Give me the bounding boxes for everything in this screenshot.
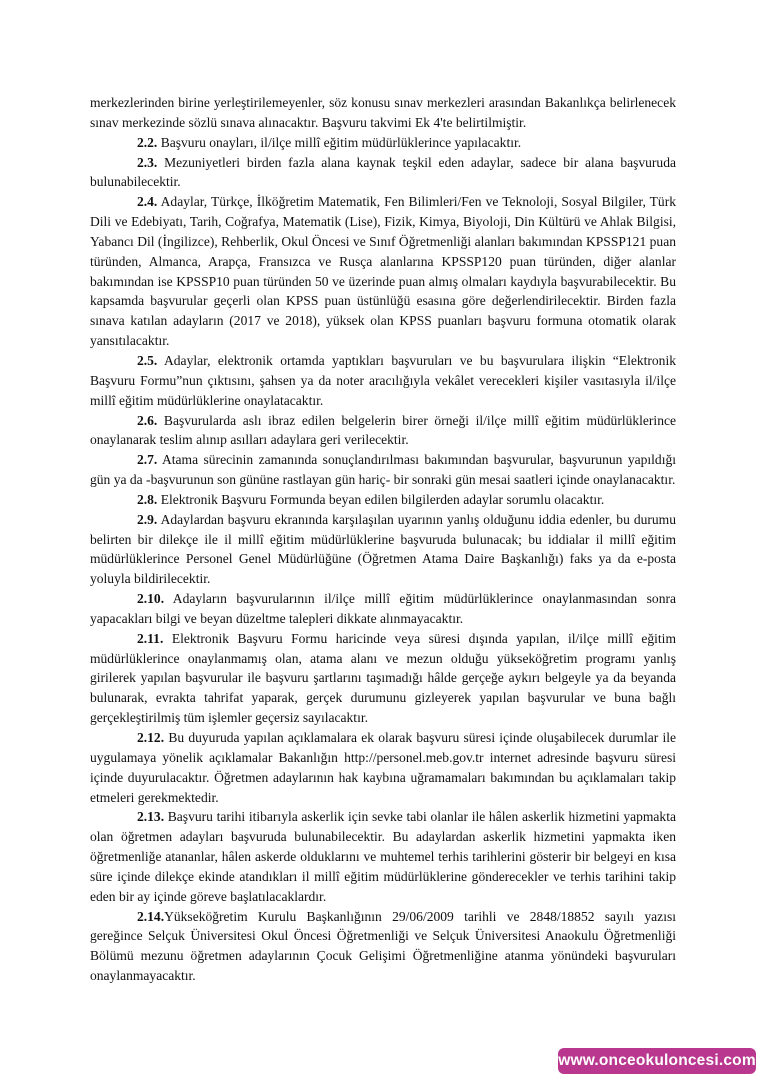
clause-text: Bu duyuruda yapılan açıklamalara ek olarak başvuru süresi içinde oluşabilecek durumlar ile uygulamaya yönelik açıklamalar Bakanlığın http://personel.meb.gov.tr internet adresinde başvuru süresi içinde duyurulacaktır. Öğretmen adaylarının hak kaybına uğramamaları bakımından bu açıklamaları takip etmeleri gerekmektedir.: [90, 730, 676, 805]
clause-paragraph: [90, 133, 676, 153]
clause-text: Adaylardan başvuru ekranında karşılaşılan uyarının yanlış olduğunu iddia edenler, bu durumu belirten bir dilekçe ile il millî eğitim müdürlüklerine başvuruda bulunacak; bu iddialar il millî eğitim müdürlüklerince Personel Genel Müdürlüğüne (Öğretmen Atama Daire Başkanlığı) faks ya da e-posta yoluyla bildirilecektir.: [90, 511, 676, 587]
clause-number: 2.7.: [137, 452, 158, 468]
clause-text: Başvuru tarihi itibarıyla askerlik için sevke tabi olanlar ile hâlen askerlik hizmetini yapmakta olan öğretmen adayları başvuruda bulunabilecektir. Bu adaylardan askerlik hizmetini yapmakta iken öğretmenliğe atananlar, hâlen askerde olduklarını ve muhtemel terhis tarihlerini gösterir bir belgeyi en kısa süre içinde dilekçe ekinde atandıkları il millî eğitim müdürlüklerine gönderecekler ve terhis tarihini takip eden bir ay içinde göreve başlatılacaklardır.: [90, 809, 676, 904]
clause-paragraph: [90, 589, 676, 629]
clause-number: 2.12.: [137, 730, 165, 745]
clause-paragraph: [90, 907, 676, 986]
clause-paragraph: [90, 728, 676, 807]
clause-number: 2.6.: [137, 412, 158, 428]
clause-number: 2.4.: [137, 194, 158, 210]
clause-paragraph: [90, 490, 676, 510]
clause-number: 2.3.: [137, 154, 158, 170]
clause-paragraph: [90, 510, 676, 589]
clause-number: 2.14.: [137, 908, 165, 924]
document-body: [90, 93, 676, 986]
clause-text: Adaylar, elektronik ortamda yaptıkları başvuruları ve bu başvurulara ilişkin “Elektronik Başvuru Formu”nun çıktısını, şahsen ya da noter aracılığıyla vekâlet verecekleri kişiler vasıtasıyla il/ilçe millî eğitim müdürlüklerine onaylatacaktır.: [90, 352, 676, 408]
intro-paragraph: merkezlerinden birine yerleştirilemeyenler, söz konusu sınav merkezleri arasından Bakanlıkça belirlenecek sınav merkezinde sözlü sınava alınacaktır. Başvuru takvimi Ek 4'te belirtilmiştir.: [90, 95, 676, 130]
clause-text: Adaylar, Türkçe, İlköğretim Matematik, Fen Bilimleri/Fen ve Teknoloji, Sosyal Bilgiler, Türk Dili ve Edebiyatı, Tarih, Coğrafya, Matematik (Lise), Fizik, Kimya, Biyoloji, Din Kültürü ve Ahlak Bilgisi, Yabancı Dil (İngilizce), Rehberlik, Okul Öncesi ve Sınıf Öğretmenliği alanları bakımından KPSSP121 puan türünden, Almanca, Arapça, Fransızca ve Rusça alanlarına KPSSP120 puan türünden, diğer alanlar bakımından ise KPSSP10 puan türünden 50 ve üzerinde puan almış olmaları kaydıyla başvurabilecektir. Bu kapsamda başvurular geçerli olan KPSS puan üstünlüğü esasına göre değerlendirilecektir. Birden fazla sınava katılan adayların (2017 ve 2018), yüksek olan KPSS puanları başvuru formuna otomatik olarak yansıtılacaktır.: [90, 194, 676, 349]
clause-paragraph: [90, 629, 676, 728]
clause-paragraph: [90, 192, 676, 351]
clause-text: Başvuru onayları, il/ilçe millî eğitim müdürlüklerince yapılacaktır.: [157, 134, 522, 150]
clause-list: [90, 133, 676, 986]
clause-text: Mezuniyetleri birden fazla alana kaynak teşkil eden adaylar, sadece bir alana başvuruda bulunabilecektir.: [90, 154, 676, 190]
clause-text: Elektronik Başvuru Formunda beyan edilen bilgilerden adaylar sorumlu olacaktır.: [157, 491, 605, 507]
clause-number: 2.8.: [137, 491, 158, 507]
site-watermark[interactable]: www.onceokuloncesi.com: [558, 1048, 756, 1074]
clause-text: Adayların başvurularının il/ilçe millî eğitim müdürlüklerince onaylanmasından sonra yapacakları bilgi ve beyan düzeltme talepleri dikkate alınmayacaktır.: [90, 591, 676, 626]
clause-paragraph: [90, 351, 676, 411]
clause-text: Elektronik Başvuru Formu haricinde veya süresi dışında yapılan, il/ilçe millî eğitim müdürlüklerince onaylanmamış olan, atama alanı ve mezun olduğu yükseköğretim programı yanlış girilerek yapılan başvurular ile başvuru şartlarını taşımadığı hâlde gerçeğe aykırı belgeyle ya da beyanda bulunarak, evrakta tahrifat yaparak, gerçek durumunu gizleyerek yapılan başvurular ve buna bağlı gerçekleştirilmiş tüm işlemler geçersiz sayılacaktır.: [90, 630, 676, 726]
clause-text: Başvurularda aslı ibraz edilen belgelerin birer örneği il/ilçe millî eğitim müdürlüklerince onaylanarak teslim alınıp asılları adaylara geri verilecektir.: [90, 412, 676, 448]
clause-text: Atama sürecinin zamanında sonuçlandırılması bakımından başvurular, başvurunun yapıldığı gün ya da -başvurunun son gününe rastlayan gün hariç- bir sonraki gün mesai saatleri içinde onaylanacaktır.: [90, 452, 676, 488]
clause-text: Yükseköğretim Kurulu Başkanlığının 29/06/2009 tarihli ve 2848/18852 sayılı yazısı gereğince Selçuk Üniversitesi Okul Öncesi Öğretmenliği ve Selçuk Üniversitesi Anaokulu Öğretmenliği Bölümü mezunu öğretmen adaylarının Çocuk Gelişimi Öğretmenliğine atanma yönündeki başvuruları onaylanmayacaktır.: [90, 908, 676, 984]
clause-number: 2.11.: [137, 630, 164, 646]
clause-number: 2.9.: [137, 511, 158, 527]
clause-paragraph: [90, 450, 676, 490]
clause-number: 2.13.: [137, 809, 165, 825]
clause-number: 2.5.: [137, 352, 158, 368]
clause-number: 2.2.: [137, 134, 158, 150]
clause-paragraph: [90, 807, 676, 906]
clause-number: 2.10.: [137, 591, 165, 607]
clause-paragraph: [90, 411, 676, 451]
clause-paragraph: [90, 153, 676, 193]
